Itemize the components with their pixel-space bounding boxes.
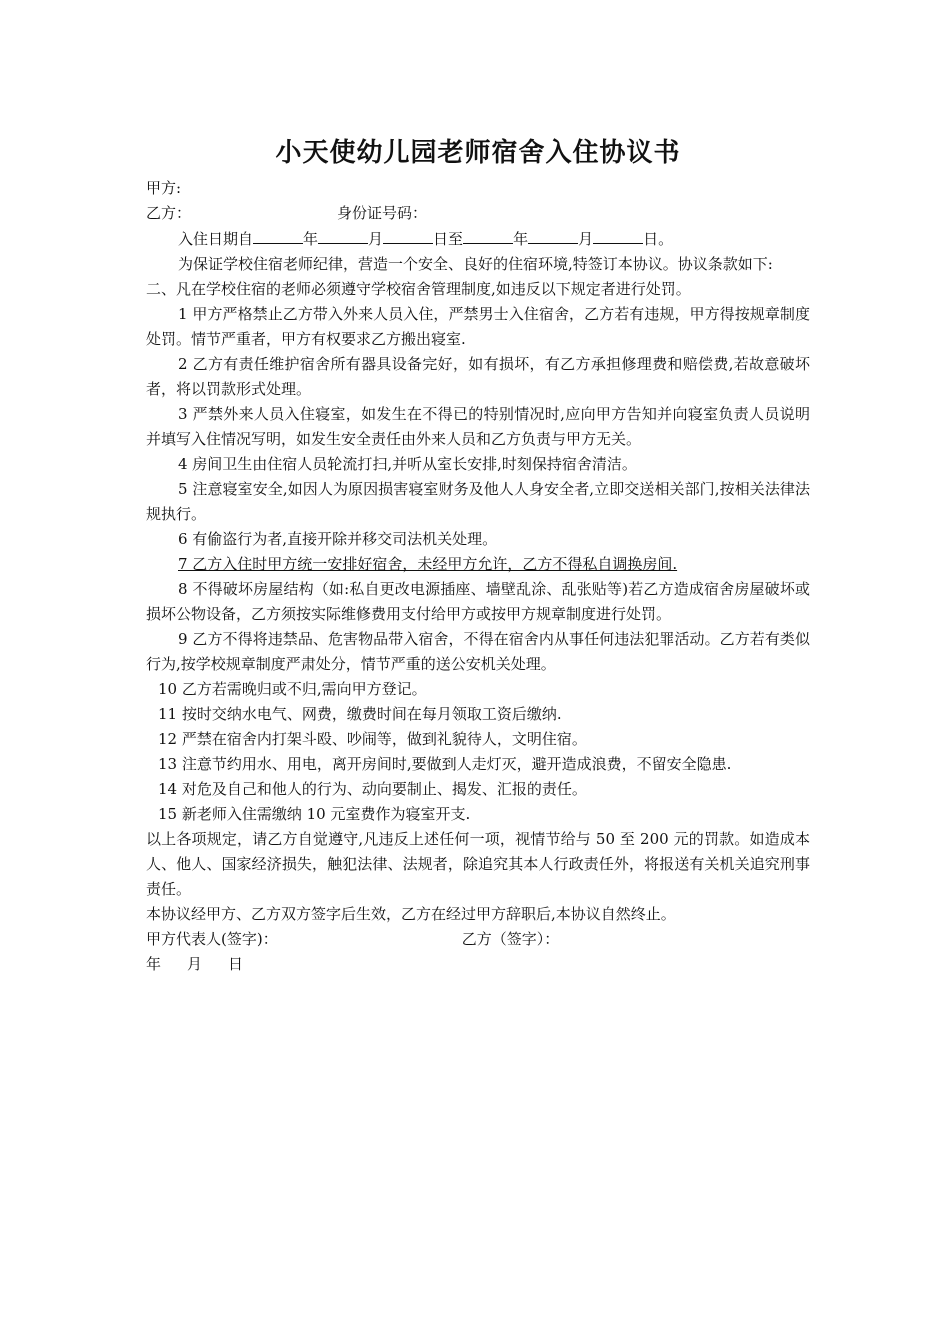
- clause-11: 11 按时交纳水电气、网费，缴费时间在每月领取工资后缴纳.: [158, 705, 562, 723]
- date-line: [146, 952, 810, 977]
- stay-date-month: 月: [368, 230, 384, 248]
- blank-year-end: [463, 226, 513, 244]
- blank-month-end: [528, 226, 578, 244]
- penalty-paragraph: 以上各项规定，请乙方自觉遵守,凡违反上述任何一项，视情节给与 50 至 200 元的罚款。如造成本人、他人、国家经济损失，触犯法律、法规者，除追究其本人行政责任外，将报送有关机关追究刑事责任。: [146, 830, 810, 898]
- clause-14: 14 对危及自己和他人的行为、动向要制止、揭发、汇报的责任。: [158, 780, 587, 798]
- clause-6: 6 有偷盗行为者,直接开除并移交司法机关处理。: [178, 530, 498, 548]
- clause-4: 4 房间卫生由住宿人员轮流打扫,并听从室长安排,时刻保持宿舍清洁。: [178, 455, 637, 473]
- date-day: 日: [228, 955, 244, 973]
- sign-party-a: 甲方代表人(签字)：: [146, 930, 278, 948]
- date-month: 月: [187, 955, 203, 973]
- stay-date-day-to: 日至: [433, 230, 464, 248]
- party-a-label: 甲方:: [146, 179, 182, 197]
- clause-9: 9 乙方不得将违禁品、危害物品带入宿舍，不得在宿舍内从事任何违法犯罪活动。乙方若有类似行为,按学校规章制度严肃处分，情节严重的送公安机关处理。: [146, 630, 810, 673]
- party-b-line: [146, 201, 810, 226]
- stay-date-year: 年: [303, 230, 319, 248]
- stay-date-month-end: 月: [578, 230, 594, 248]
- document-title: 小天使幼儿园老师宿舍入住协议书: [275, 138, 681, 168]
- blank-year-start: [253, 226, 303, 244]
- blank-month-start: [318, 226, 368, 244]
- clause-15: 15 新老师入住需缴纳 10 元室费作为寝室开支.: [158, 805, 471, 823]
- clause-1: 1 甲方严格禁止乙方带入外来人员入住，严禁男士入住宿舍，乙方若有违规，甲方得按规章制度处罚。情节严重者，甲方有权要求乙方搬出寝室.: [146, 305, 810, 348]
- blank-day-start: [383, 226, 433, 244]
- stay-date-line: [146, 226, 810, 252]
- clause-10: 10 乙方若需晚归或不归,需向甲方登记。: [158, 680, 427, 698]
- stay-date-year-end: 年: [513, 230, 529, 248]
- clause-8: 8 不得破坏房屋结构（如:私自更改电源插座、墙壁乱涂、乱张贴等)若乙方造成宿舍房屋破坏或损坏公物设备，乙方须按实际维修费用支付给甲方或按甲方规章制度进行处罚。: [146, 580, 810, 623]
- clause-3: 3 严禁外来人员入住寝室，如发生在不得已的特别情况时,应向甲方告知并向寝室负责人员说明并填写入住情况写明，如发生安全责任由外来人员和乙方负责与甲方无关。: [146, 405, 810, 448]
- clause-2: 2 乙方有责任维护宿舍所有器具设备完好，如有损坏，有乙方承担修理费和赔偿费,若故意破坏者，将以罚款形式处理。: [146, 355, 810, 398]
- party-a-line: [146, 176, 810, 201]
- document-body: [146, 132, 810, 977]
- stay-date-day-end: 日。: [643, 230, 674, 248]
- section-two-heading: 二、凡在学校住宿的老师必须遵守学校宿舍管理制度,如违反以下规定者进行处罚。: [146, 280, 691, 298]
- effective-paragraph: 本协议经甲方、乙方双方签字后生效，乙方在经过甲方辞职后,本协议自然终止。: [146, 905, 676, 923]
- clause-7: [146, 552, 810, 577]
- clause-12: 12 严禁在宿舍内打架斗殴、吵闹等，做到礼貌待人，文明住宿。: [158, 730, 587, 748]
- signature-line: [146, 927, 810, 952]
- date-year: 年: [146, 955, 162, 973]
- sign-party-b: 乙方（签字）：: [461, 930, 560, 948]
- clause-5: 5 注意寝室安全,如因人为原因损害寝室财务及他人人身安全者,立即交送相关部门,按相关法律法规执行。: [146, 480, 810, 523]
- clause-13: 13 注意节约用水、用电，离开房间时,要做到人走灯灭，避开造成浪费，不留安全隐患.: [158, 755, 732, 773]
- party-b-label: 乙方：: [146, 204, 192, 222]
- stay-date-prefix: 入住日期自: [178, 230, 254, 248]
- intro-paragraph: 为保证学校住宿老师纪律，营造一个安全、良好的住宿环境,特签订本协议。协议条款如下:: [178, 255, 773, 273]
- clause-7-underlined: 7 乙方入住时甲方统一安排好宿舍，未经甲方允许，乙方不得私自调换房间.: [178, 555, 678, 573]
- blank-day-end: [593, 226, 643, 244]
- id-number-label: 身份证号码：: [337, 204, 428, 222]
